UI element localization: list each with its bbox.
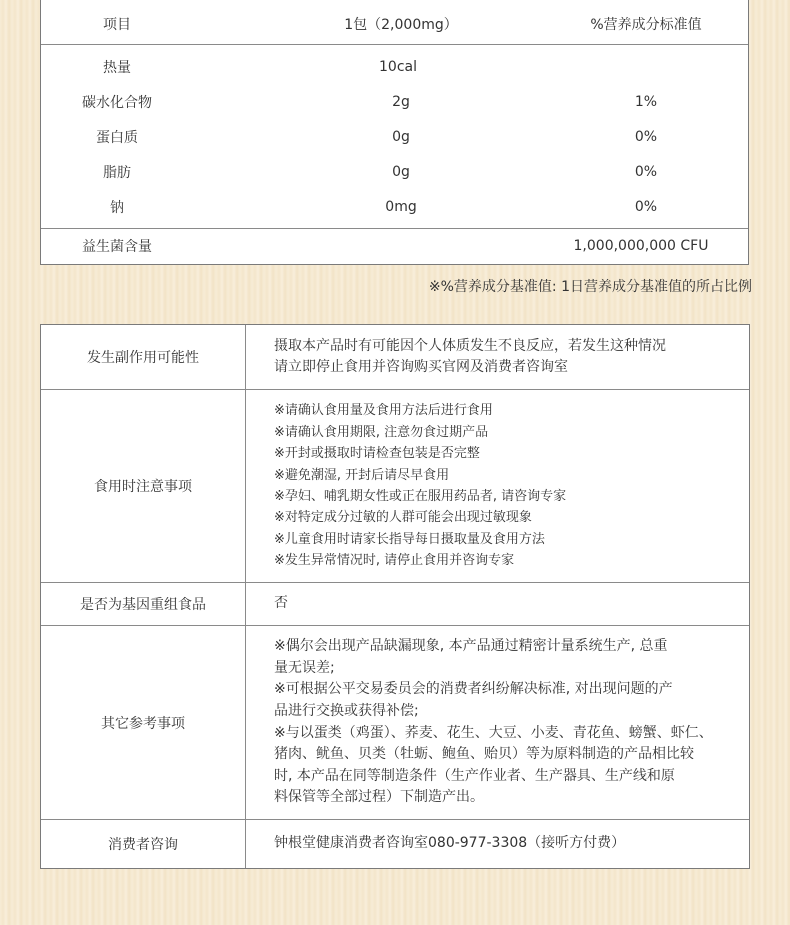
text-line: ※偶尔会出现产品缺漏现象, 本产品通过精密计量系统生产, 总重 bbox=[274, 638, 668, 655]
nutrient-name: 钠 bbox=[110, 200, 124, 216]
text-line: ※孕妇、哺乳期女性或正在服用药品者, 请咨询专家 bbox=[274, 489, 567, 504]
text-line: ※请确认食用量及食用方法后进行食用 bbox=[274, 403, 493, 419]
divider bbox=[41, 228, 748, 229]
text-line: ※请确认食用期限, 注意勿食过期产品 bbox=[274, 424, 489, 440]
nutrient-amount: 10cal bbox=[379, 59, 417, 75]
nutrient-percent: 1% bbox=[634, 94, 658, 110]
info-row-consult bbox=[41, 820, 749, 868]
text-line: 料保管等全部过程）下制造产出。 bbox=[274, 789, 484, 806]
info-row-side-effects bbox=[41, 325, 749, 390]
nutrition-row-protein bbox=[41, 123, 748, 151]
row-label: 消费者咨询 bbox=[41, 820, 246, 868]
nutrition-table bbox=[40, 0, 749, 265]
row-label: 其它参考事项 bbox=[41, 626, 246, 819]
row-content bbox=[274, 820, 721, 868]
row-label: 食用时注意事项 bbox=[41, 390, 246, 582]
product-info-table bbox=[40, 324, 750, 869]
nutrition-row-calories bbox=[41, 53, 748, 81]
nutrient-name: 碳水化合物 bbox=[82, 95, 152, 111]
text-line: ※发生异常情况时, 请停止食用并咨询专家 bbox=[274, 553, 515, 569]
nutrient-amount: 2g bbox=[392, 94, 410, 110]
nutrition-row-carbs bbox=[41, 88, 748, 116]
text-line: 猪肉、鱿鱼、贝类（牡蛎、鲍鱼、贻贝）等为原料制造的产品相比较 bbox=[274, 746, 694, 763]
text-line: ※与以蛋类（鸡蛋）、荞麦、花生、大豆、小麦、青花鱼、螃蟹、虾仁、 bbox=[274, 724, 713, 741]
text-line: 请立即停止食用并咨询购买官网及消费者咨询室 bbox=[274, 359, 568, 375]
nutrient-amount: 0g bbox=[392, 164, 410, 180]
probiotic-label: 益生菌含量 bbox=[82, 239, 152, 255]
header-item: 项目 bbox=[103, 17, 131, 33]
info-row-precautions bbox=[41, 390, 749, 583]
text-line: ※避免潮湿, 开封后请尽早食用 bbox=[274, 467, 450, 483]
nutrition-row-fat bbox=[41, 158, 748, 186]
text-line: 品进行交换或获得补偿; bbox=[274, 702, 419, 719]
text-line: ※可根据公平交易委员会的消费者纠纷解决标准, 对出现问题的产 bbox=[274, 681, 673, 698]
row-label: 发生副作用可能性 bbox=[41, 325, 246, 389]
row-content bbox=[274, 390, 721, 582]
nutrition-footnote: ※%营养成分基准值: 1日营养成分基准值的所占比例 bbox=[428, 279, 752, 295]
nutrition-row-probiotic bbox=[41, 232, 748, 260]
nutrient-amount: 0mg bbox=[385, 199, 417, 215]
nutrition-header-row bbox=[41, 10, 748, 38]
nutrition-row-sodium bbox=[41, 193, 748, 221]
text-line: 摄取本产品时有可能因个人体质发生不良反应，若发生这种情况 bbox=[274, 337, 666, 354]
header-percent: %营养成分标准值 bbox=[590, 17, 702, 33]
header-serving: 1包（2,000mg） bbox=[344, 17, 458, 33]
row-label: 是否为基因重组食品 bbox=[41, 583, 246, 625]
text-line: 量无误差; bbox=[274, 659, 335, 676]
text-line: ※开封或摄取时请检查包装是否完整 bbox=[274, 446, 480, 462]
nutrient-name: 脂肪 bbox=[103, 165, 131, 181]
text-line: 时, 本产品在同等制造条件（生产作业者、生产器具、生产线和原 bbox=[274, 767, 675, 784]
row-content bbox=[274, 325, 721, 389]
text-line: ※对特定成分过敏的人群可能会出现过敏现象 bbox=[274, 510, 532, 526]
nutrient-percent: 0% bbox=[634, 199, 658, 215]
nutrient-name: 热量 bbox=[103, 60, 131, 76]
text-line: ※儿童食用时请家长指导每日摄取量及食用方法 bbox=[274, 531, 545, 547]
probiotic-value: 1,000,000,000 CFU bbox=[573, 238, 709, 254]
nutrient-amount: 0g bbox=[392, 129, 410, 145]
info-row-gmo bbox=[41, 583, 749, 626]
nutrient-percent: 0% bbox=[634, 129, 658, 145]
divider bbox=[41, 44, 748, 45]
info-row-other bbox=[41, 626, 749, 820]
row-content bbox=[274, 626, 721, 819]
consumer-hotline: 钟根堂健康消费者咨询室080-977-3308（接听方付费） bbox=[274, 835, 626, 852]
row-content bbox=[274, 583, 721, 625]
nutrient-percent: 0% bbox=[634, 164, 658, 180]
nutrient-name: 蛋白质 bbox=[96, 130, 138, 146]
text-line: 否 bbox=[274, 595, 288, 612]
